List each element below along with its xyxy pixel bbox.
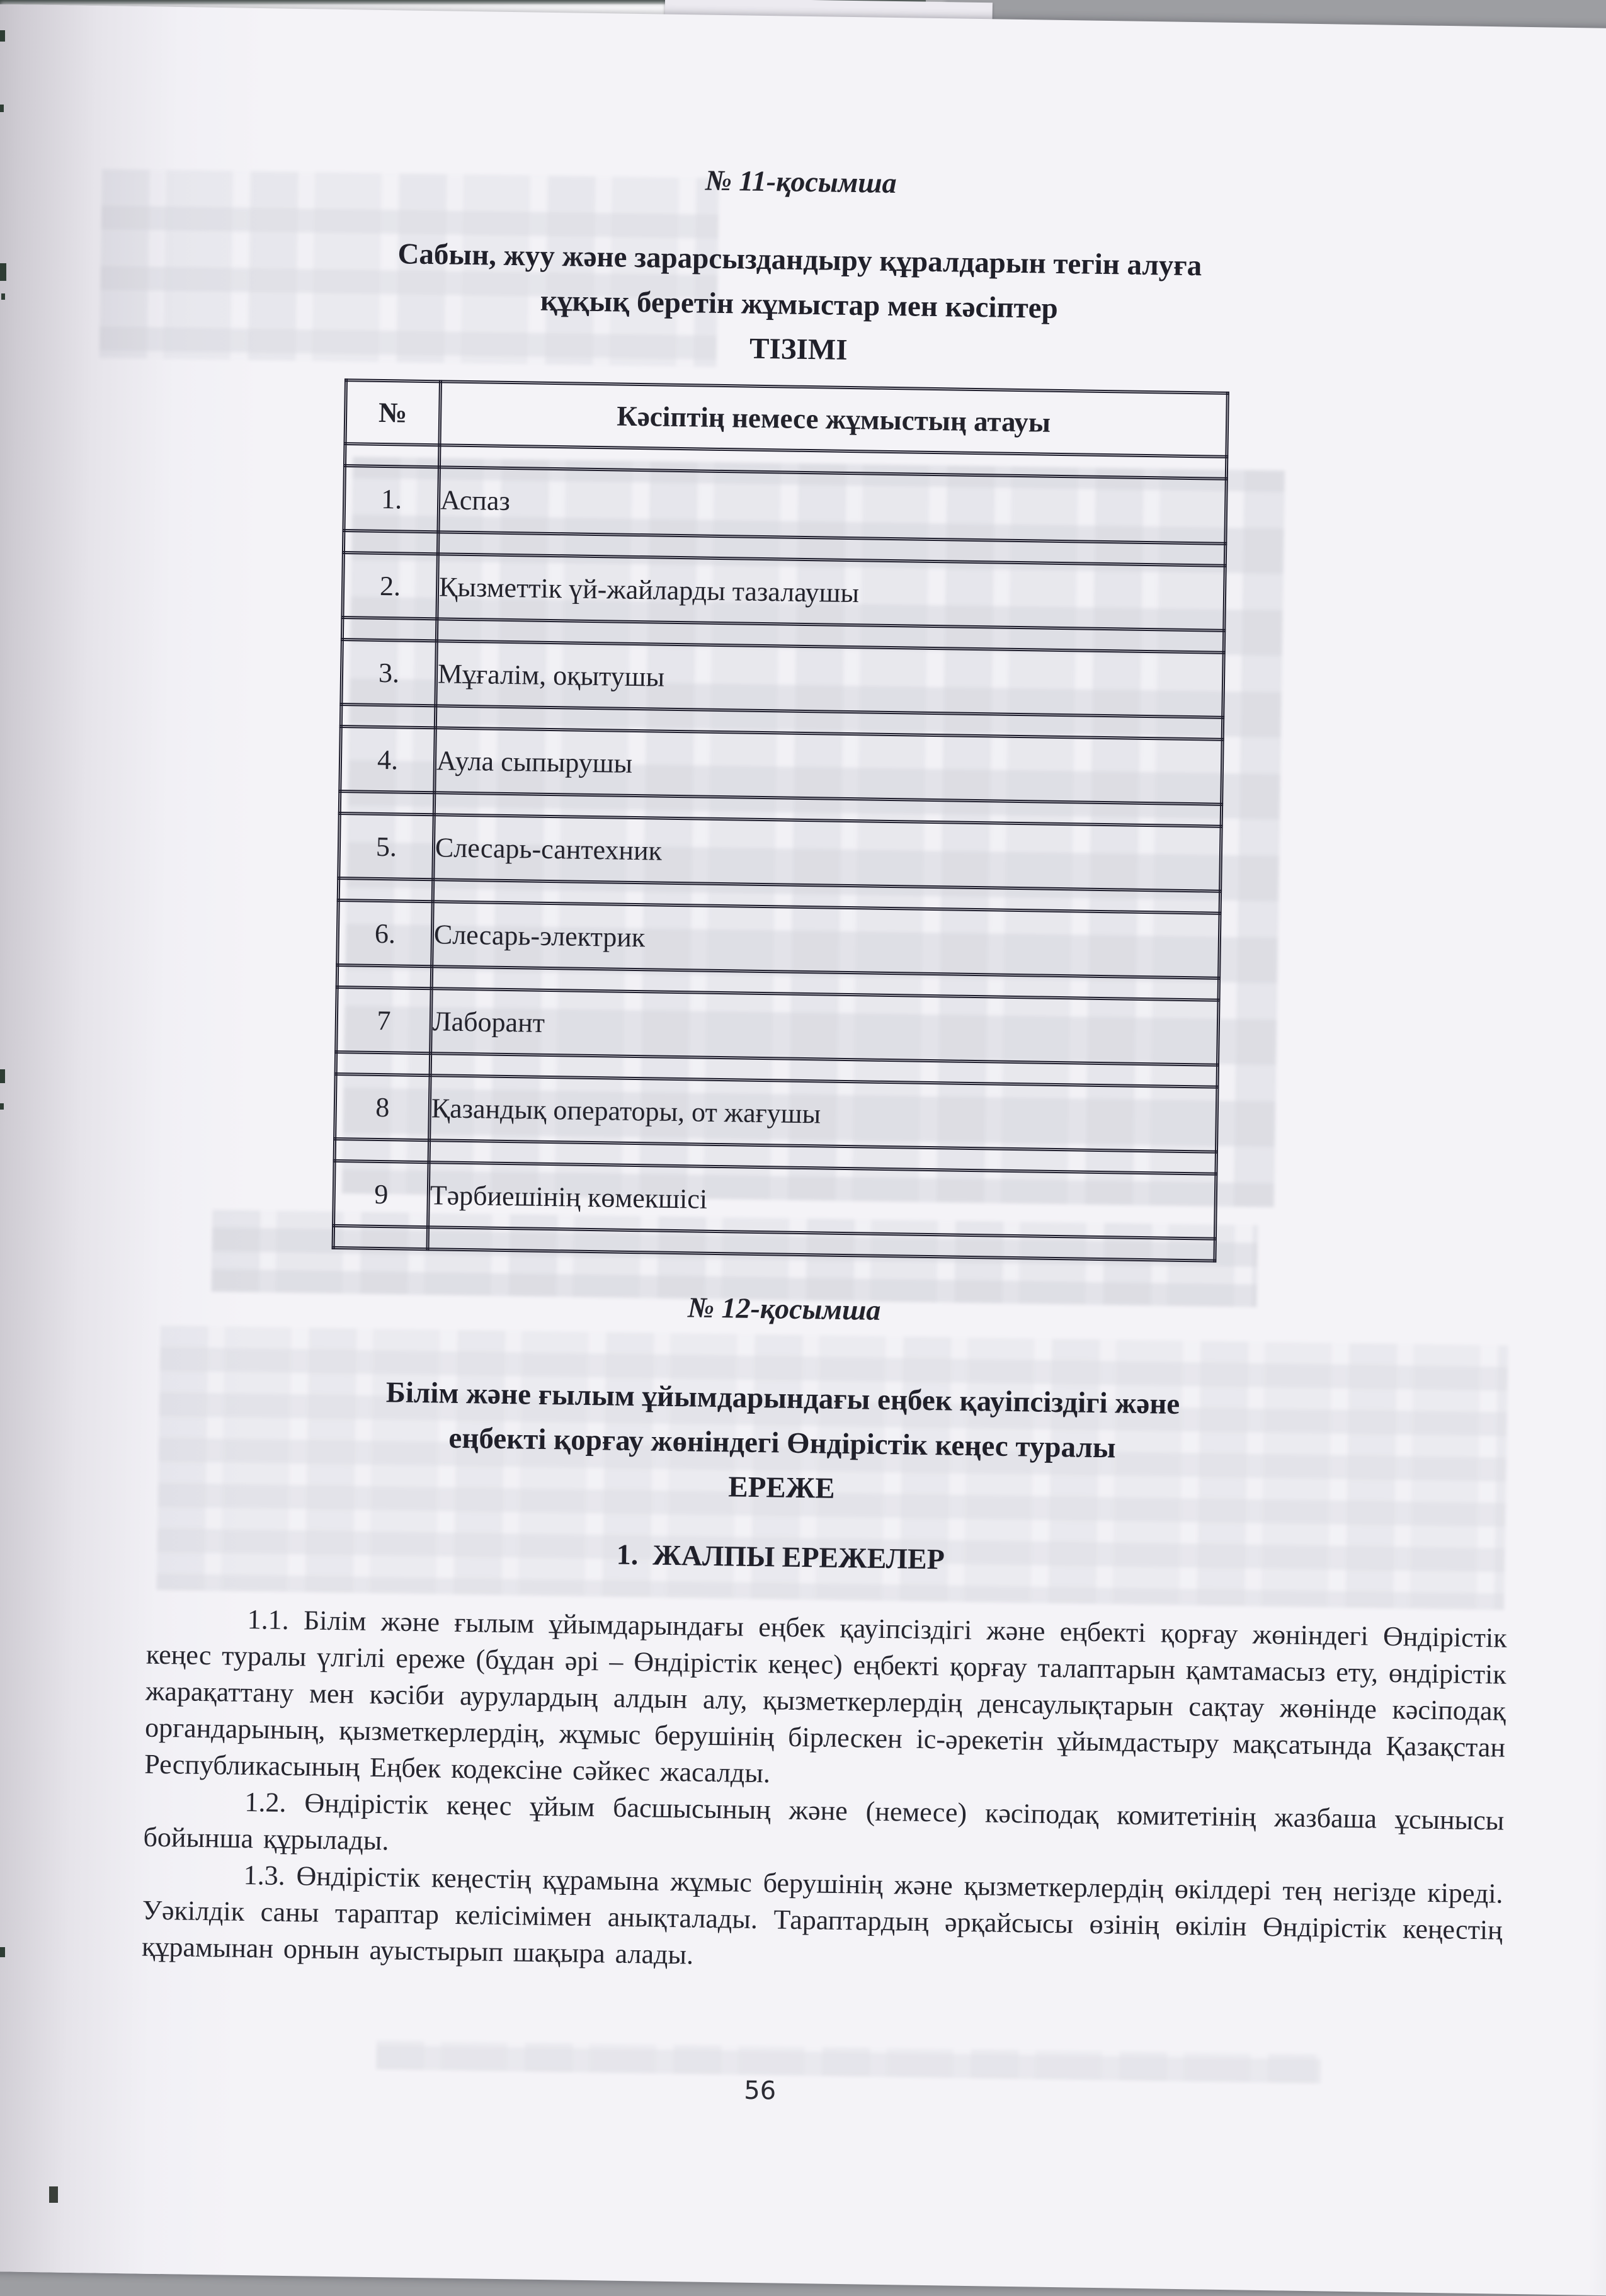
row-profession: Слесарь-сантехник xyxy=(433,815,1221,892)
row-profession: Лаборант xyxy=(431,989,1219,1066)
appendix-11-title-line1: Сабын, жуу және зарарсыздандыру құралдарын тегін алуға xyxy=(397,237,1202,283)
section-1-heading: 1. ЖАЛПЫ ЕРЕЖЕЛЕР xyxy=(616,1538,945,1576)
scan-edge-mark xyxy=(49,2186,58,2203)
row-number: 4. xyxy=(340,727,436,793)
row-profession: Қызметтік үй-жайларды тазалаушы xyxy=(437,554,1225,631)
appendix-12-title-line3: ЕРЕЖЕ xyxy=(727,1470,835,1505)
scan-edge-mark xyxy=(0,1103,4,1110)
row-number: 8 xyxy=(335,1074,431,1140)
professions-table xyxy=(332,378,1229,1263)
row-profession: Қазандық операторы, от жағушы xyxy=(430,1076,1217,1152)
regulation-body xyxy=(142,1600,1507,1986)
table-header-name: Кәсіптің немесе жұмыстың атауы xyxy=(440,382,1227,457)
table-header-number: № xyxy=(345,380,440,445)
appendix-12-title-line1: Білім және ғылым ұйымдарындағы еңбек қауіпсіздігі және xyxy=(385,1376,1180,1421)
row-profession: Слесарь-электрик xyxy=(432,902,1220,979)
scan-edge-mark xyxy=(1,293,5,300)
row-number: 6. xyxy=(338,901,433,967)
appendix-11-title xyxy=(74,227,1524,383)
scan-edge-mark xyxy=(0,263,6,281)
row-number: 5. xyxy=(339,814,435,880)
appendix-11-label: № 11-қосымша xyxy=(705,164,897,200)
appendix-12-label: № 12-қосымша xyxy=(687,1291,881,1326)
paragraph-1-2: 1.2. Өндірістік кеңес ұйым басшысының және (немесе) кәсіподақ комитетінің жазбаша ұсынысы бойынша құрылады. xyxy=(143,1786,1505,1856)
appendix-11-title-line2: құқық беретін жұмыстар мен кәсіптер xyxy=(540,284,1059,325)
row-profession: Тәрбиешінің көмекшісі xyxy=(428,1162,1216,1239)
row-number: 2. xyxy=(343,553,438,619)
row-profession: Мұғалім, оқытушы xyxy=(436,641,1224,718)
row-profession: Аула сыпырушы xyxy=(435,728,1222,805)
row-number: 7 xyxy=(336,987,432,1054)
appendix-11-title-line3: ТІЗІМІ xyxy=(749,332,848,367)
appendix-12-title xyxy=(57,1366,1508,1521)
page-number: 56 xyxy=(743,2076,777,2106)
row-number: 9 xyxy=(334,1161,430,1227)
row-number: 3. xyxy=(341,640,437,706)
paragraph-1-1: 1.1. Білім және ғылым ұйымдарындағы еңбек қауіпсіздігі және еңбекті қорғау жөніндегі Өндірістік кеңес туралы үлгілі ереже (бұдан әрі – Өндірістік кеңес) еңбекті қорғау талаптарын қамтамасыз ету, өндірістік жарақаттану мен кәсіби аурулардың алдын алу, қызметкерлердің денсаулықтарын сақтау жөнінде кәсіподақ органдарының, қызметкерлердің, жұмыс берушінің бірлескен іс-әрекетін ұйымдастыру мақсатында Қазақстан Республикасының Еңбек кодексіне сәйкес жасалды. xyxy=(144,1604,1507,1789)
row-profession: Аспаз xyxy=(438,467,1226,544)
row-number: 1. xyxy=(344,466,440,532)
scan-edge-mark xyxy=(0,1947,5,1957)
scan-edge-mark xyxy=(0,105,4,112)
scan-edge-mark xyxy=(0,1069,5,1083)
appendix-12-title-line2: еңбекті қорғау жөніндегі Өндірістік кеңес туралы xyxy=(448,1421,1116,1465)
paragraph-1-3: 1.3. Өндірістік кеңестің құрамына жұмыс берушінің және қызметкерлердің өкілдері тең негізде кіреді. Уәкілдік саны тараптар келісімімен анықталады. Тараптардың әрқайсысы өзінің өкілін Өндірістік кеңестің құрамынан орнын ауыстырып шақыра алады. xyxy=(141,1859,1503,1970)
scan-edge-mark xyxy=(0,30,5,42)
